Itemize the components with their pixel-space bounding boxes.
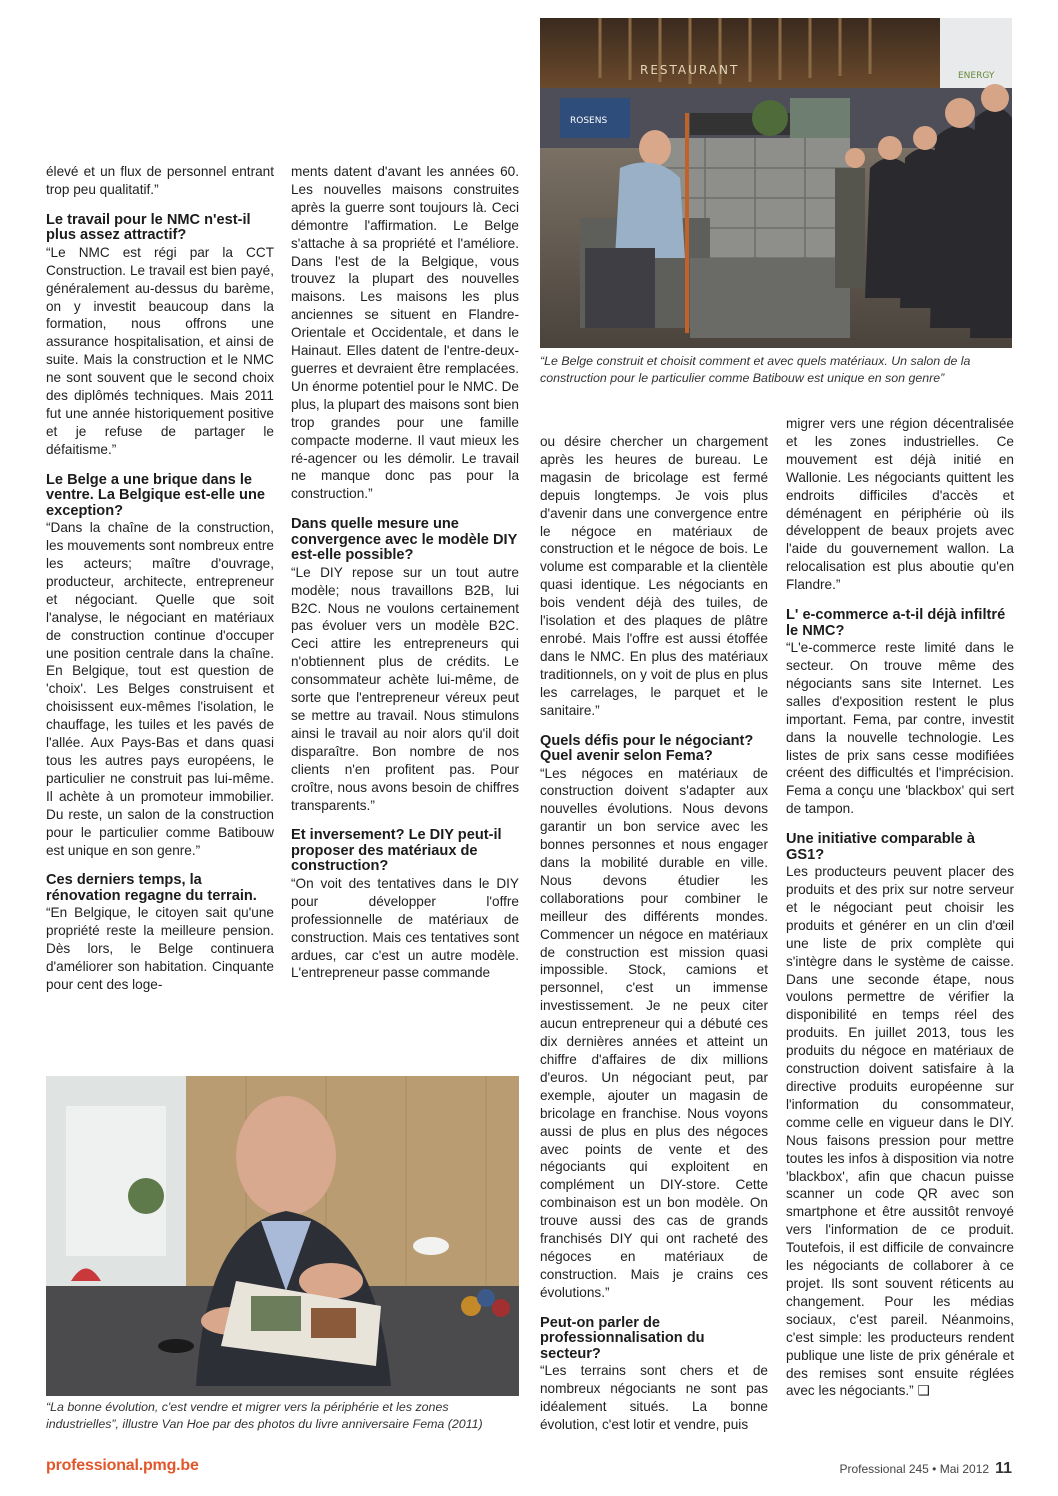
interview-photo-art: [46, 1076, 519, 1396]
text-column-3: [540, 433, 768, 1453]
stand-sign: ROSENS: [570, 116, 608, 126]
text-column-4: [786, 415, 1014, 1455]
website-link[interactable]: professional.pmg.be: [46, 1457, 199, 1474]
paragraph: “On voit des tentatives dans le DIY pour développer l'offre professionnelle de matériaux de construction. Mais ces tentatives sont ardues, car c'est un autre modèle. L'entrepreneur passe commande: [291, 875, 519, 981]
interview-photo: [46, 1076, 519, 1396]
paragraph: “Les négoces en matériaux de construction doivent s'adapter aux nouvelles évolutions. Nous devons garantir un bon service avec les bonnes personnes et nous engager dans la mobilité durable en ville. Nous devons étudier les collaborations pour combiner le meilleur des différents mondes. Commencer un négoce en matériaux de construction est mission quasi impossible. Stock, camions et personnel, c'est un immense investissement. Je ne peux citer aucun entrepreneur qui a débuté ces dix dernières années et atteint un chiffre d'affaires de dix millions d'euros. Un négociant peut, par exemple, ajouter un magasin de bricolage en franchise. Nous voyons aussi de plus en plus des négoces avec points de vente et des négociants qui exploitent en complément un DIY-store. Cette combinaison est un bon modèle. On trouve aussi des cas de grands franchisés DIY qui ont racheté des négoces en matériaux de construction. Mais je crains ces évolutions.”: [540, 765, 768, 1300]
paragraph: ou désire chercher un chargement après les heures de bureau. Le magasin de bricolage est fermé depuis longtemps. Je vois plus d'avenir dans une convergence entre le négoce en matériaux de construction et le négoce de bois. Le volume est comparable et la clientèle quasi identique. Les négociants en bois vendent déjà des tuiles, de l'isolation et des plaques de plâtre enrobé. Mais l'offre est aussi étoffée dans le NMC. En plus des matériaux traditionnels, on y voit de plus en plus les carrelages, le parquet et le sanitaire.”: [540, 434, 768, 718]
energy-sign: ENERGY: [958, 71, 995, 81]
paragraph: élevé et un flux de personnel entrant trop peu qualitatif.”: [46, 164, 274, 197]
fair-photo-caption: “Le Belge construit et choisit comment et avec quels matériaux. Un salon de la construction pour le particulier comme Batibouw est unique en son genre”: [540, 354, 971, 385]
section-heading: Quels défis pour le négociant? Quel avenir selon Fema?: [540, 732, 754, 764]
paragraph: “Les terrains sont chers et de nombreux négociants ne sont pas idéalement situés. La bonne évolution, c'est lotir et vendre, puis: [540, 1363, 768, 1432]
paragraph: “Dans la chaîne de la construction, les mouvements sont nombreux entre les acteurs; maître d'ouvrage, producteur, architecte, entrepreneur et négociant. Quelle que soit l'analyse, le négociant en matériaux de construction continue d'occuper une position centrale dans la chaîne. En Belgique, tout est question de 'choix'. Les Belges construisent et choisissent eux-mêmes l'isolation, le chauffage, les tuiles et les pavés de l'allée. Aux Pays-Bas et dans quasi tous les autres pays européens, le particulier ne construit pas lui-même. Il achète à un promoteur immobilier. Du reste, un salon de la construction pour le particulier comme Batibouw est unique en son genre.”: [46, 520, 274, 858]
text-column-2: [291, 163, 519, 1048]
section-heading: Dans quelle mesure une convergence avec le modèle DIY est-elle possible?: [291, 516, 518, 564]
section-heading: Une initiative comparable à GS1?: [786, 831, 975, 863]
fair-photo-art: [540, 18, 1012, 348]
restaurant-sign: RESTAURANT: [640, 63, 740, 77]
issue-label: Professional 245 • Mai 2012: [839, 1462, 990, 1476]
section-heading: Le Belge a une brique dans le ventre. La Belgique est-elle une exception?: [46, 471, 265, 519]
section-heading: Le travail pour le NMC n'est-il plus assez attractif?: [46, 211, 251, 244]
interview-photo-caption: “La bonne évolution, c'est vendre et migrer vers la périphérie et les zones industrielles”, illustre Van Hoe par des photos du livre anniversaire Fema (2011): [46, 1400, 483, 1431]
text-column-1: [46, 163, 274, 1048]
fair-photo: [540, 18, 1012, 348]
section-heading: Peut-on parler de professionnalisation du secteur?: [540, 1314, 705, 1362]
paragraph: “Le NMC est régi par la CCT Construction. Le travail est bien payé, généralement au-dessus du barème, on y investit beaucoup dans la formation, nous offrons une assurance hospitalisation, et ainsi de suite. Mais la construction et le NMC ne sont souvent que le second choix des diplômés techniques. Mais 2011 fut une année historiquement positive et je refuse de partager le défaitisme.”: [46, 244, 274, 457]
paragraph: “En Belgique, le citoyen sait qu'une propriété reste la meilleure pension. Dès lors, le Belge continuera d'améliorer son habitation. Cinquante pour cent des loge-: [46, 905, 274, 993]
section-heading: L' e-commerce a-t-il déjà infiltré le NMC?: [786, 607, 1006, 639]
issue-info: [839, 1460, 1012, 1478]
paragraph: ments datent d'avant les années 60. Les nouvelles maisons construites après la guerre sont toujours là. Ceci démontre l'affirmation. Le Belge s'attache à sa propriété et l'améliore. Dans l'est de la Belgique, vous trouvez la plupart des nouvelles maisons. Les maisons les plus anciennes se situent en Flandre-Orientale et Occidentale, et dans le Hainaut. Elles datent de l'entre-deux-guerres et devraient être remplacées. Un énorme potentiel pour le NMC. De plus, la plupart des maisons sont bien trop grandes pour une famille compacte moderne. Il vaut mieux les ré-agencer ou les démolir. Le travail ne manque donc pas pour la construction.”: [291, 164, 519, 502]
paragraph: “Le DIY repose sur un tout autre modèle; nous travaillons B2B, lui B2C. Nous ne voulons certainement pas évoluer vers un modèle B2C. Ceci attire les entrepreneurs qui n'obtiennent plus de crédits. Le consommateur achète lui-même, de sorte que l'entrepreneur véreux peut se mettre au travail. Nous stimulons ainsi le travail au noir alors qu'il doit disparaître. Bon nombre de nos clients n'en profitent pas. Pour croître, nous avons besoin de chiffres transparents.”: [291, 564, 519, 813]
paragraph: Les producteurs peuvent placer des produits et des prix sur notre serveur et le négociant peut choisir les produits et générer en un clin d'œil une liste de prix complète qui s'intègre dans le système de caisse. Dans une seconde étape, nous voulons permettre de vérifier la disponibilité en temps réel des produits. En juillet 2013, tous les produits du négoce en matériaux de construction doivent satisfaire à la directive produits européenne sur l'information du consommateur, comme celle en vigueur dans le DIY. Nous faisons pression pour mettre toutes les infos à disposition via notre 'blackbox', afin que chacun puisse scanner un code QR avec son smartphone et être aussitôt renvoyé vers l'information de ce produit. Toutefois, il est difficile de convaincre les négociants de collaborer à ce projet. Ils sont souvent réticents au changement. Pour les médias sociaux, c'est pareil. Néanmoins, c'est simple: les producteurs rendent publique une liste de prix générale et des remises sont ensuite réglées avec les négociants.” ❑: [786, 864, 1014, 1399]
page-number: 11: [995, 1460, 1012, 1477]
section-heading: Ces derniers temps, la rénovation regagne du terrain.: [46, 872, 257, 904]
section-heading: Et inversement? Le DIY peut-il proposer des matériaux de construction?: [291, 827, 502, 875]
paragraph: “L'e-commerce reste limité dans le secteur. On trouve même des négociants sans site Internet. Les salles d'exposition restent le plus important. Fema, par contre, investit dans la nouvelle technologie. Les listes de prix sans cesse modifiées créent des difficultés et l'imprécision. Fema a conçu une 'blackbox' qui sert de tampon.: [786, 640, 1014, 817]
paragraph: migrer vers une région décentralisée et les zones industrielles. Ce mouvement est déjà initié en Wallonie. Les négociants quittent les endroits difficiles d'accès et déménagent en périphérie où ils développent de beaux projets avec l'aide du gouvernement wallon. La relocalisation est plus aboutie qu'en Flandre.”: [786, 416, 1014, 593]
